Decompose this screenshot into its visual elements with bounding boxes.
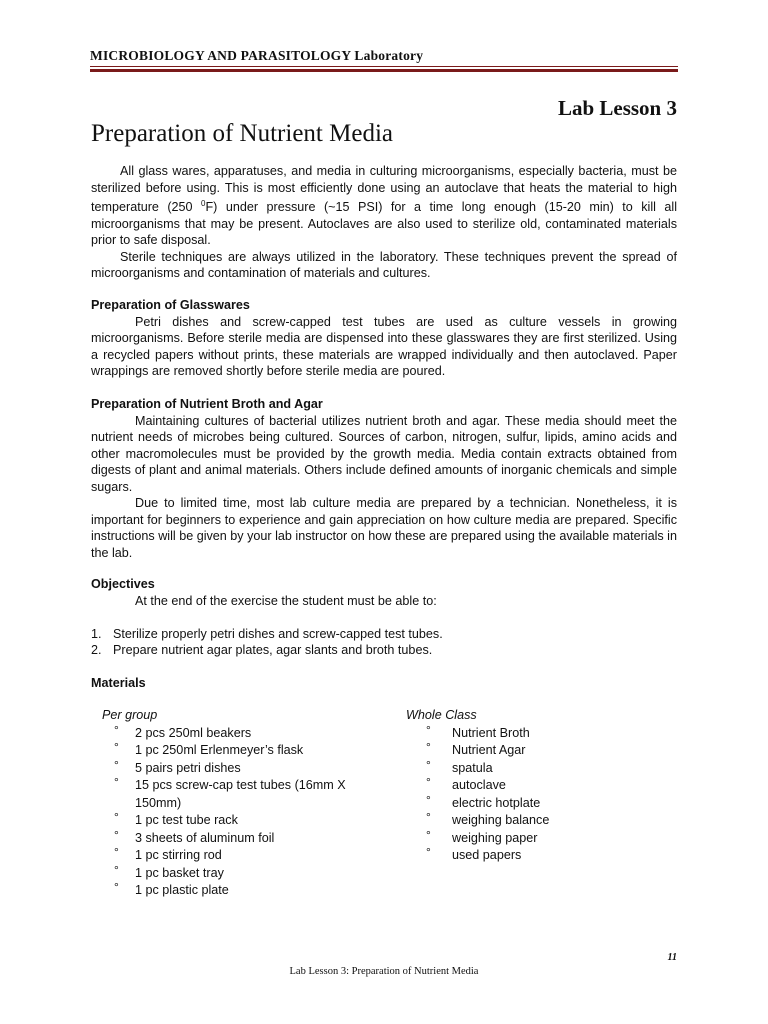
list-item: 1. Sterilize properly petri dishes and screw-capped test tubes. (91, 627, 443, 641)
list-item: ° 1 pc basket tray (114, 862, 224, 880)
per-group-column (102, 707, 372, 900)
list-item: ° 1 pc plastic plate (114, 880, 229, 897)
broth-paragraph-1: Maintaining cultures of bacterial utilizes nutrient broth and agar. These media should meet the nutrient needs of microbes being cultured. Sources of carbon, nitrogen, sulfur, lipids, amino acids and other macromolecules must be provided by the growth media. Media contain extracts obtained from digests of plant and animal materials. Others include defined amounts of inorganic chemicals and simple sugars. (91, 413, 677, 494)
intro-section (91, 163, 677, 282)
per-group-list (102, 722, 372, 900)
list-item: ° Nutrient Broth (426, 722, 530, 740)
list-item: ° spatula (426, 757, 493, 775)
objectives-heading: Objectives (91, 577, 155, 591)
list-item: ° autoclave (426, 775, 506, 792)
header-rule-thin (90, 66, 678, 67)
objectives-intro: At the end of the exercise the student must be able to: (135, 593, 437, 608)
list-item: ° used papers (426, 845, 522, 862)
running-header (90, 48, 423, 64)
objectives-section (91, 576, 677, 609)
intro-paragraph-1: All glass wares, apparatuses, and media in culturing microorganisms, especially bacteria, must be sterilized before using. This is most efficiently done using an autoclave that heats the material to high temperature (250 $^0$F) under pressure (~15 PSI) for a time long enough (15-20 min) to kill all microorganisms that may be present. Autoclaves are also used to sterilize old, contaminated materials prior to safe disposal. (91, 164, 678, 248)
per-group-heading: Per group (102, 708, 158, 722)
list-item: ° weighing balance (426, 810, 550, 827)
list-item: ° 15 pcs screw-cap test tubes (16mm X 150mm) (114, 775, 346, 810)
list-item: ° 5 pairs petri dishes (114, 757, 241, 775)
list-item: ° Nutrient Agar (426, 740, 526, 757)
glasswares-heading: Preparation of Glasswares (91, 298, 250, 312)
list-item: ° 1 pc stirring rod (114, 845, 222, 862)
broth-heading: Preparation of Nutrient Broth and Agar (91, 397, 323, 411)
page-title: Preparation of Nutrient Media (91, 120, 393, 147)
list-item: ° 1 pc test tube rack (114, 810, 238, 827)
running-footer: Lab Lesson 3: Preparation of Nutrient Media (289, 966, 479, 977)
list-item: 2. Prepare nutrient agar plates, agar slants and broth tubes. (91, 643, 433, 657)
course-suffix: Laboratory (354, 48, 424, 63)
intro-paragraph-2: Sterile techniques are always utilized in the laboratory. These techniques prevent the spread of microorganisms and contamination of materials and cultures. (91, 249, 677, 281)
objectives-list (91, 626, 443, 658)
glasswares-section (91, 297, 677, 380)
list-item: ° weighing paper (426, 827, 538, 845)
materials-section (91, 675, 677, 692)
lesson-label: Lab Lesson 3 (557, 96, 677, 120)
page-number: 11 (667, 952, 677, 963)
broth-paragraph-2: Due to limited time, most lab culture media are prepared by a technician. Nonetheless, it is important for beginners to experience and gain appreciation on how culture media are prepared. Specific instructions will be given by your lab instructor on how these are prepared using the available materials in the lab. (91, 496, 677, 560)
list-item: ° 3 sheets of aluminum foil (114, 827, 275, 845)
course-name: MICROBIOLOGY AND PARASITOLOGY (90, 48, 351, 63)
whole-class-column (406, 707, 666, 865)
whole-class-heading: Whole Class (406, 708, 477, 722)
broth-section (91, 396, 677, 561)
list-item: ° 2 pcs 250ml beakers (114, 722, 252, 740)
header-rule-thick (90, 69, 678, 72)
glasswares-paragraph: Petri dishes and screw-capped test tubes are used as culture vessels in growing microorganisms. Before sterile media are dispensed into these glasswares they are first sterilized. Using a recycled papers without prints, these materials are wrapped individually and then autoclaved. Paper wrappings are removed shortly before sterile media are poured. (91, 314, 677, 378)
materials-heading: Materials (91, 676, 146, 690)
whole-class-list (406, 722, 666, 865)
list-item: ° electric hotplate (426, 792, 541, 810)
list-item: ° 1 pc 250ml Erlenmeyer’s flask (114, 740, 304, 757)
